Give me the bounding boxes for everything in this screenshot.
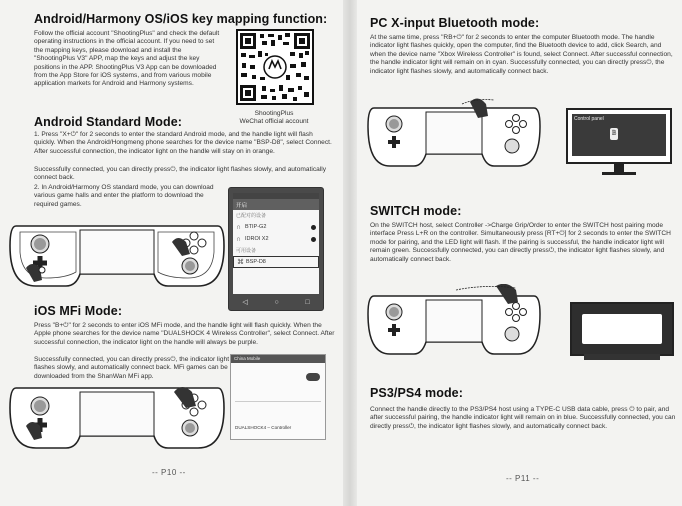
switch-dock [584,354,660,360]
monitor-screen [566,108,672,164]
phone-nav-bar [229,296,323,308]
pc-xinput-text: At the same time, press "RB+⏻" for 2 seconds to enter the computer Bluetooth mode. The handle indicator light flashes quickly, open the computer, find the Bluetooth device to add, click Search, and when the device name "Xbox Wireless Controller" is found, select Connect. After successful connection, the handle indicator light will remain on in cyan. Successfully connected, you can directly press⏻, the indicator light flashes slowly, and automatically connect back. [370,34,673,75]
ios-mfi-title: iOS MFi Mode: [34,304,123,318]
available-section-label: 可用设备 [236,248,257,254]
switch-ui-card [582,314,662,344]
paired-device-row[interactable] [233,233,319,245]
page-number-right: -- P11 -- [506,474,540,483]
book-gutter [343,0,357,506]
back-icon[interactable]: ◁ [242,299,248,306]
switch-title: SWITCH mode: [370,204,462,218]
paired-device-name: IDROI X2 [245,236,269,242]
ios-mfi-text1: Press "B+⏻" for 2 seconds to enter iOS MFi mode, and the handle light will flash quickly. When the Apple phone searches for the device name "DUALSHOCK 4 Wireless Controller", select Connect. After successful connection, the indicator light on the handle will always be purple. [34,322,335,346]
settings-dot-icon[interactable] [311,225,316,230]
ios-device-row[interactable] [235,425,321,430]
paired-device-row[interactable] [233,221,319,233]
ios-status-bar [231,355,325,363]
switch-text: On the SWITCH host, select Controller ->Charge Grip/Order to enter the SWITCH host pairing mode interface Press L+R on the controller. Simultaneously press [RT+⏻] for 2 seconds to enter the SWITCH mode for pairing, and the LED light will flash. If the pairing is successful, the handle indicator light will remain green. Successfully connected, you can directly press⏻, the indicator light flashes slowly, and automatically connect back. [370,222,671,263]
settings-dot-icon[interactable] [311,237,316,242]
qr-code-image [236,29,314,105]
pc-xinput-title: PC X-input Bluetooth mode: [370,16,540,30]
gamepad-icon: ⌘ [237,259,244,266]
qr-caption [222,110,326,126]
ps-text: Connect the handle directly to the PS3/PS4 host using a TYPE-C USB data cable, press ⏻ to pair, and after successful pairing, the handle indicator light will remain on in blue. Successfully connected, you can directly press⏻, the indicator light flashes slowly, and automatically connect back. [370,406,676,430]
carrier-label: China Mobile [234,356,261,361]
bluetooth-switch[interactable] [306,373,320,381]
paired-section-label: 已配对的设备 [236,213,267,219]
android-standard-title: Android Standard Mode: [34,115,183,129]
controller-illustration [366,96,542,170]
page-number-left: -- P10 -- [152,468,186,477]
monitor-base [602,172,636,175]
android-standard-text1: 1. Press "X+⏻" for 2 seconds to enter the standard Android mode, and the handle light will flash quickly. When the Android/Hongmeng phone searches for the device name "BSP-D8", select Connect. After successful connection, the indicator light on the handle will stay on in orange. [34,131,332,155]
android-harmony-title: Android/Harmony OS/iOS key mapping function: [34,12,328,26]
ios-device-name: DUALSHOCK4 – Controller [235,425,292,430]
headphones-icon: ∩ [236,223,242,231]
controller-illustration [366,284,542,358]
ios-divider [235,401,321,402]
paired-device-name: BTIP-G2 [245,224,267,230]
ps-title: PS3/PS4 mode: [370,386,463,400]
control-panel-window [572,114,666,156]
android-phone-mockup [228,187,324,311]
control-panel-label: Control panel [574,116,604,122]
ios-bluetooth-screen [230,354,326,440]
bluetooth-toggle[interactable]: 开启 [233,199,319,210]
ios-mfi-text2: Successfully connected, you can directly press⏻, the indicator light flashes slowly, and automatically connect back. MFi games can be downloaded from the ShanWan MFi app. [34,356,230,380]
qr-code-icon [238,31,312,103]
switch-console-illustration [570,302,674,362]
controller-illustration [6,376,228,454]
home-icon[interactable]: ○ [274,298,279,306]
pc-monitor-illustration [566,108,672,180]
qr-caption-line1: ShootingPlus [254,110,294,117]
page-11 [356,0,682,506]
bluetooth-icon: 𝔹 [610,128,618,140]
android-harmony-text: Follow the official account "ShootingPlus" and check the default operating instructions in the official account. If you need to set the mapping keys, please download and install the "ShootingPlus V3" APP, map the keys and adjust the key positions in the APP. ShootingPlus V3 App can be downloaded from the App Store for iOS systems, and from various mobile application markets for Android and Harmony systems. [34,30,220,88]
android-standard-text2: Successfully connected, you can directly press⏻, the indicator light flashes slowly, and automatically connect back. [34,166,327,182]
controller-illustration [6,212,228,290]
switch-screen [570,302,674,356]
available-device-name: BSP-D8 [246,259,266,265]
recents-icon[interactable]: □ [305,298,310,306]
phone-screen [233,193,319,294]
available-device-row[interactable] [233,256,319,268]
android-standard-text3: 2. In Android/Harmony OS standard mode, you can download various game halls and enter the platform to download the required games. [34,184,214,208]
qr-caption-line2: WeChat official account [239,118,309,125]
headphones-icon: ∩ [236,235,242,243]
